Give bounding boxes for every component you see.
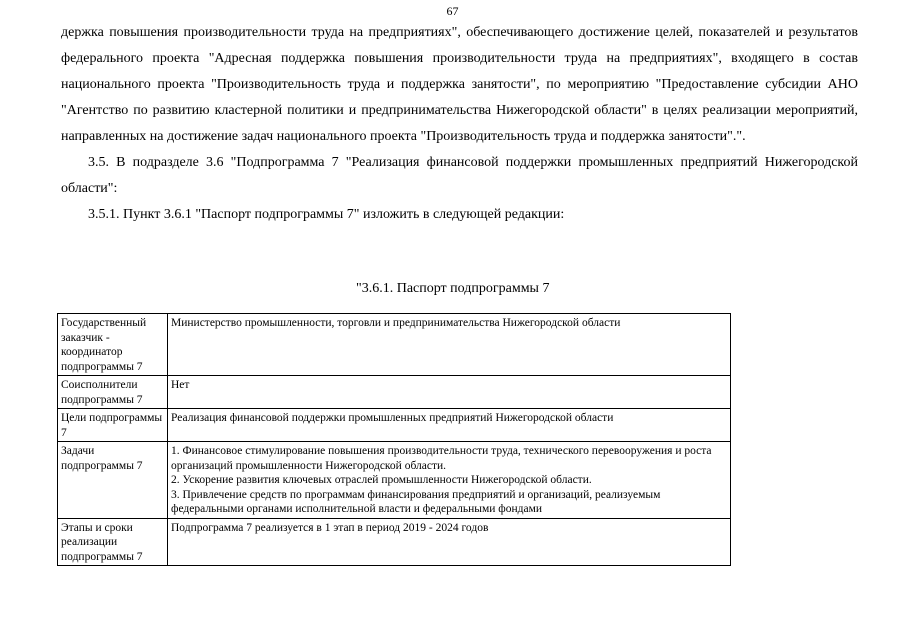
row-label: Цели подпрограммы 7 [58,409,168,442]
paragraph-section-3-5: 3.5. В подразделе 3.6 "Подпрограмма 7 "Реализация финансовой поддержки промышленных предприятий Нижегородской области": [61,155,858,196]
row-label: Этапы и сроки реализации подпрограммы 7 [58,518,168,566]
row-label: Соисполнители подпрограммы 7 [58,376,168,409]
passport-subtitle: "3.6.1. Паспорт подпрограммы 7 [356,281,550,296]
row-value: Реализация финансовой поддержки промышленных предприятий Нижегородской области [168,409,731,442]
row-label: Задачи подпрограммы 7 [58,442,168,519]
paragraph-item-3-5-1: 3.5.1. Пункт 3.6.1 "Паспорт подпрограммы 7" изложить в следующей редакции: [88,207,565,222]
row-value [168,442,731,519]
row-value: Нет [168,376,731,409]
table-row [58,409,731,442]
table-row [58,376,731,409]
task-item: 3. Привлечение средств по программам финансирования предприятий и организаций, реализуемым федеральными органами исполнительной власти и федеральными фондами [171,488,661,515]
passport-table [57,313,731,566]
row-value: Подпрограмма 7 реализуется в 1 этап в период 2019 - 2024 годов [168,518,731,566]
table-row [58,442,731,519]
paragraph-continuation: держка повышения производительности труда на предприятиях", обеспечивающего достижение целей, показателей и результатов федерального проекта "Адресная поддержка повышения производительности труда на предприятиях", входящего в состав национального проекта "Производительность труда и поддержка занятости", по мероприятию "Предоставление субсидии АНО "Агентство по развитию кластерной политики и предпринимательства Нижегородской области" в целях реализации мероприятий, направленных на достижение задач национального проекта "Производительность труда и поддержка занятости".". [61,25,858,144]
page-number: 67 [446,4,459,18]
table-row [58,518,731,566]
task-item: 1. Финансовое стимулирование повышения производительности труда, технического перевооружения и роста организаций промышленности Нижегородской области. [171,445,712,472]
row-label: Государственный заказчик - координатор подпрограммы 7 [58,314,168,376]
task-item: 2. Ускорение развития ключевых отраслей промышленности Нижегородской области. [171,474,592,486]
table-row [58,314,731,376]
row-value: Министерство промышленности, торговли и предпринимательства Нижегородской области [168,314,731,376]
body-text [61,20,858,228]
